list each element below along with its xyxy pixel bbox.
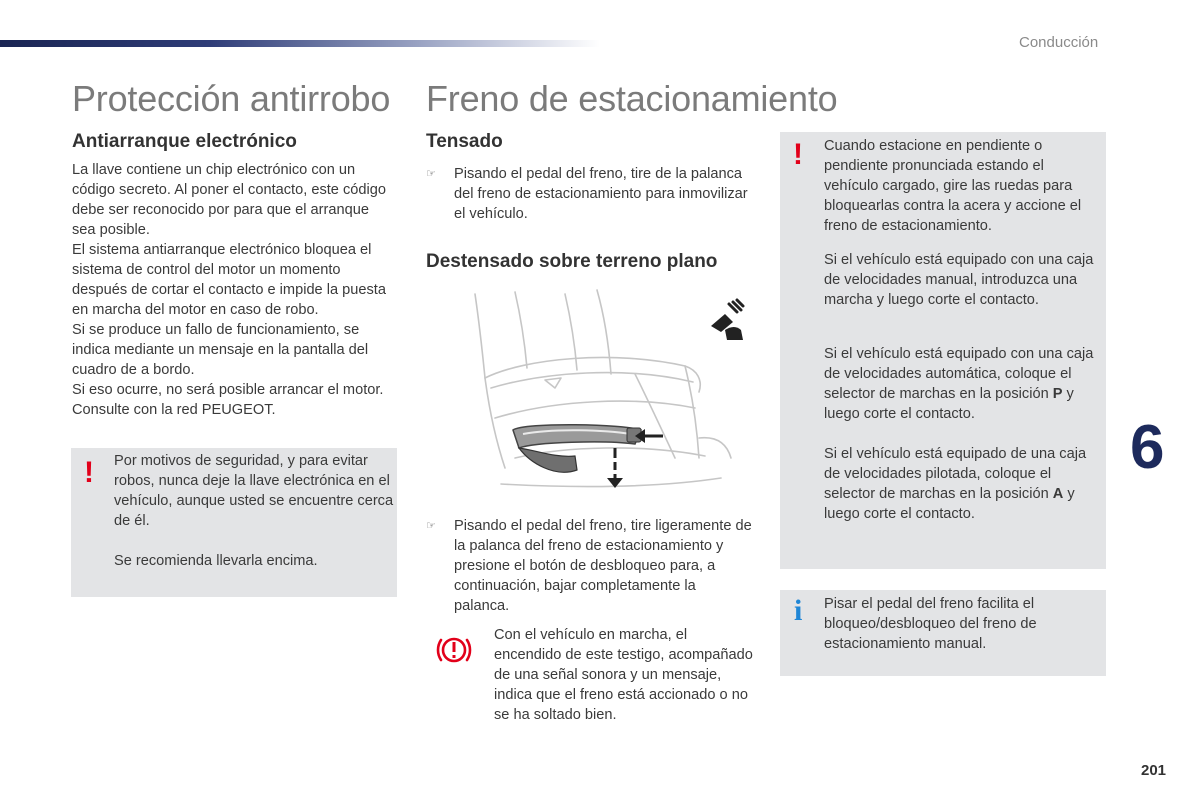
left-body-text — [72, 160, 392, 420]
bullet-text: Pisando el pedal del freno, tire de la palanca del freno de estacionamiento para inmovilizar el vehículo. — [454, 166, 748, 222]
warning-text-part: Si el vehículo está equipado de una caja de velocidades pilotada, coloque el selector de marchas en la posición — [824, 446, 1087, 502]
left-paragraph: Si eso ocurre, no será posible arrancar el motor. Consulte con la red PEUGEOT. — [72, 382, 384, 418]
page-number: 201 — [1141, 762, 1167, 779]
warning-exclamation-icon: ! — [793, 138, 803, 171]
chapter-label: Conducción — [1019, 34, 1099, 51]
lower-arrow-icon — [607, 448, 623, 488]
left-section-title: Protección antirrobo — [72, 78, 391, 119]
right-warning-box — [780, 132, 1106, 569]
info-text: Pisar el pedal del freno facilita el bloqueo/desbloqueo del freno de estacionamiento manual. — [824, 596, 1037, 652]
warning-paragraph — [824, 444, 1102, 524]
left-warning-box — [71, 448, 397, 597]
header-color-bar — [0, 40, 600, 47]
left-subtitle: Antiarranque electrónico — [72, 131, 297, 152]
warning-exclamation-icon: ! — [84, 456, 94, 489]
destensado-heading: Destensado sobre terreno plano — [426, 251, 718, 272]
left-warning-text — [114, 451, 394, 571]
left-paragraph: La llave contiene un chip electrónico con un código secreto. Al poner el contacto, este código debe ser reconocido por para que el arranque sea posible. — [72, 162, 386, 238]
warning-text-part: y luego corte el contacto. — [824, 486, 1075, 522]
warning-paragraph: Si el vehículo está equipado con una caja de velocidades manual, introduzca una marcha y luego corte el contacto. — [824, 252, 1094, 308]
right-warning-text — [824, 136, 1102, 524]
parking-brake-illustration — [455, 288, 775, 500]
brake-pedal-pictogram — [711, 300, 743, 340]
middle-section-title: Freno de estacionamiento — [426, 78, 838, 119]
info-icon: i — [794, 594, 803, 627]
info-box — [780, 590, 1106, 676]
bullet-pointer-icon: ☞ — [426, 520, 436, 532]
warning-text-part: Si el vehículo está equipado con una caja de velocidades automática, coloque el selector de marchas en la posición — [824, 346, 1094, 402]
gear-position-key: A — [1052, 486, 1064, 502]
brake-lever-shape — [513, 425, 641, 448]
warning-text-part: y luego corte el contacto. — [824, 386, 1074, 422]
warning-text: Por motivos de seguridad, y para evitar robos, nunca deje la llave electrónica en el vehículo, aunque usted se encuentre cerca de él. — [114, 453, 394, 529]
bullet-text: Pisando el pedal del freno, tire ligeramente de la palanca del freno de estacionamiento y presione el botón de desbloqueo para, a continuación, bajar completamente la palanca. — [454, 518, 752, 614]
gear-position-key: P — [1052, 386, 1063, 402]
warning-paragraph: Cuando estacione en pendiente o pendiente pronunciada estando el vehículo cargado, gire las ruedas para bloquearlas contra la acera y accione el freno de estacionamiento. — [824, 138, 1082, 234]
left-paragraph: Si se produce un fallo de funcionamiento, se indica mediante un mensaje en la pantalla del cuadro de a bordo. — [72, 322, 369, 378]
chapter-number: 6 — [1130, 413, 1165, 482]
warning-text: Se recomienda llevarla encima. — [114, 553, 318, 569]
bullet-pointer-icon: ☞ — [426, 168, 436, 180]
left-paragraph: El sistema antiarranque electrónico bloquea el sistema de control del motor un momento después de cortar el contacto e impide la puesta en marcha del motor en caso de robo. — [72, 242, 386, 318]
warning-paragraph — [824, 344, 1102, 424]
tensado-heading: Tensado — [426, 131, 503, 152]
brake-warning-light-icon — [436, 632, 472, 668]
indicator-note: Con el vehículo en marcha, el encendido de este testigo, acompañado de una señal sonora y un mensaje, indica que el freno está accionado o no se ha soltado bien. — [494, 627, 753, 723]
